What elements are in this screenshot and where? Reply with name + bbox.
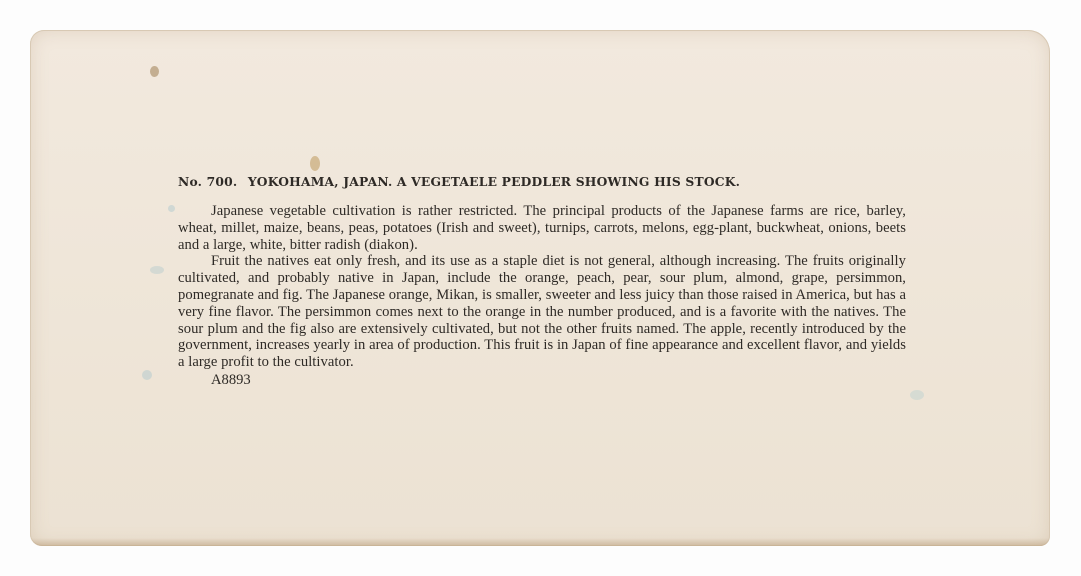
card-worn-edge — [30, 538, 1050, 546]
card-caption — [178, 174, 906, 189]
age-stain — [168, 205, 175, 212]
paragraph-fruit: Fruit the natives eat only fresh, and its use as a staple diet is not general, although increasing. The fruits originally cultivated, and probably native in Japan, include the orange, peach, pear, sour plum, almond, grape, persimmon, pomegranate and fig. The Japanese orange, Mikan, is smaller, sweeter and less juicy than those raised in America, but has a very fine flavor. The persimmon comes next to the orange in the number produced, and is a favorite with the natives. The sour plum and the fig also are extensively cultivated, but not the other fruits named. The apple, recently introduced by the government, increases yearly in area of production. This fruit is in Japan of fine appearance and excellent flavor, and yields a large profit to the cultivator. — [178, 253, 906, 371]
card-text-block — [178, 174, 906, 389]
caption-title: YOKOHAMA, JAPAN. A VEGETAELE PEDDLER SHOWING HIS STOCK. — [247, 174, 741, 189]
stereoview-card-back — [30, 30, 1050, 546]
age-stain — [150, 266, 164, 274]
age-stain — [310, 156, 320, 171]
caption-number: No. 700. — [178, 174, 238, 189]
paragraph-vegetables: Japanese vegetable cultivation is rather restricted. The principal products of the Japanese farms are rice, barley, wheat, millet, maize, beans, peas, potatoes (Irish and sweet), turnips, carrots, melons, egg-plant, buckwheat, onions, beets and a large, white, bitter radish (diakon). — [178, 203, 906, 253]
age-stain — [142, 370, 152, 380]
age-stain — [150, 66, 159, 77]
catalog-code: A8893 — [211, 371, 251, 388]
age-stain — [910, 390, 924, 400]
